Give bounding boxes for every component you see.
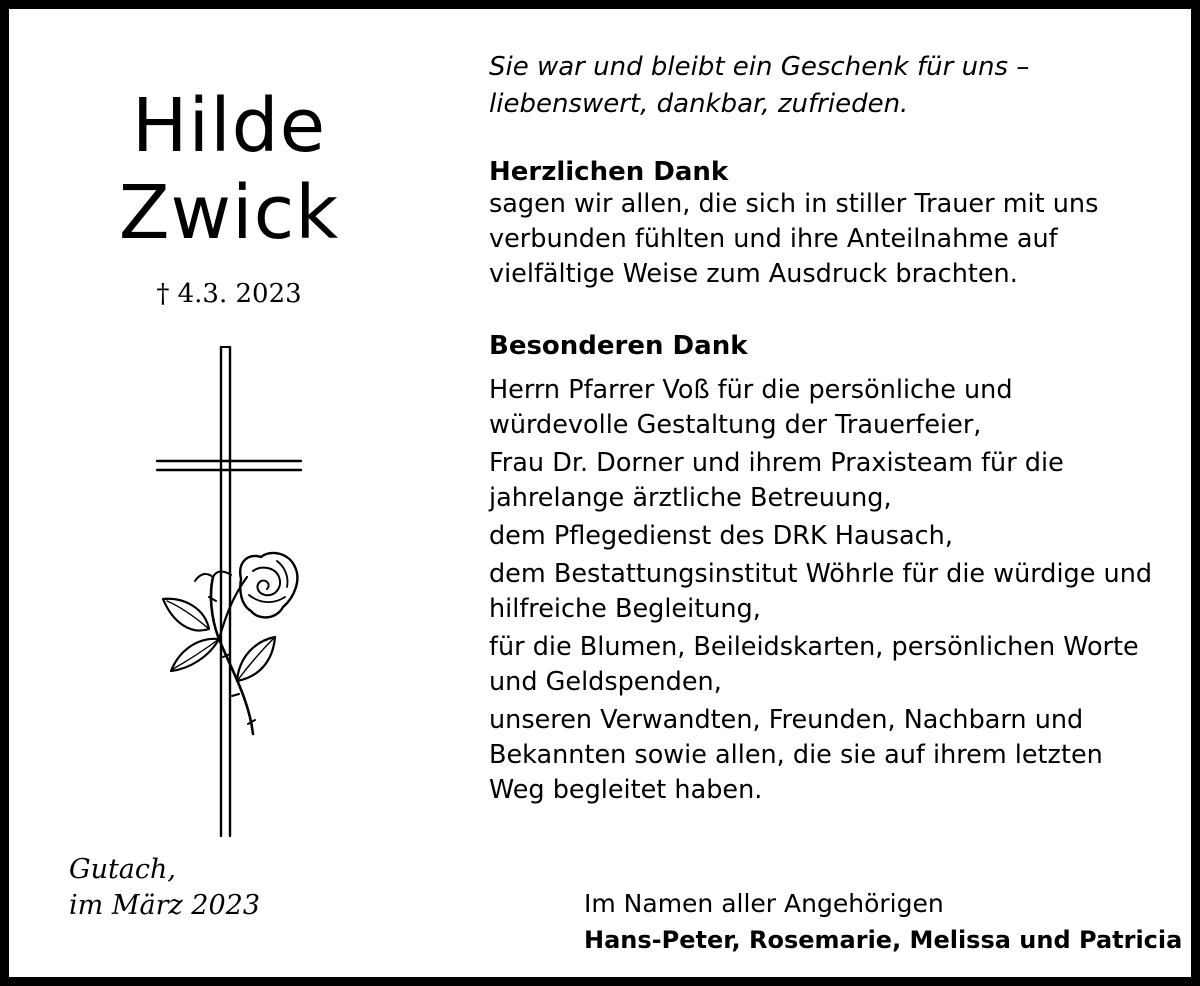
motto-line: liebenswert, dankbar, zufrieden.: [489, 89, 909, 119]
special-thanks-heading: Besonderen Dank: [489, 331, 748, 361]
text-line: würdevolle Gestaltung der Trauerfeier,: [489, 410, 982, 440]
special-thanks-section: [489, 331, 1179, 811]
text-line: Bekannten sowie allen, die sie auf ihrem letzten: [489, 740, 1103, 770]
text-line: jahrelange ärztliche Betreuung,: [489, 483, 892, 513]
motto-line: Sie war und bleibt ein Geschenk für uns –: [489, 52, 1030, 82]
death-date: † 4.3. 2023: [156, 279, 302, 309]
first-name: Hilde: [131, 83, 327, 169]
text-line: für die Blumen, Beileidskarten, persönlichen Worte: [489, 632, 1139, 662]
text-line: hilfreiche Begleitung,: [489, 594, 761, 624]
list-item: [489, 446, 1179, 516]
place-and-date: [69, 852, 260, 924]
list-item: [489, 373, 1179, 443]
text-line: sagen wir allen, die sich in stiller Trauer mit uns: [489, 189, 1099, 219]
general-thanks-section: [489, 157, 1179, 292]
general-thanks-heading: Herzlichen Dank: [489, 157, 729, 187]
list-item: [489, 703, 1179, 808]
date-line: im März 2023: [69, 890, 260, 921]
text-line: Weg begleitet haben.: [489, 775, 763, 805]
last-name: Zwick: [118, 170, 340, 256]
text-line: Herrn Pfarrer Voß für die persönliche und: [489, 375, 1013, 405]
cross-with-rose-icon: [149, 339, 309, 839]
text-line: vielfältige Weise zum Ausdruck brachten.: [489, 259, 1018, 289]
text-line: und Geldspenden,: [489, 667, 722, 697]
text-line: unseren Verwandten, Freunden, Nachbarn und: [489, 705, 1084, 735]
special-thanks-list: [489, 373, 1179, 808]
motto: [489, 49, 1179, 123]
text-line: verbunden fühlten und ihre Anteilnahme auf: [489, 224, 1058, 254]
signoff-intro: Im Namen aller Angehörigen: [584, 889, 944, 918]
list-item: [489, 630, 1179, 700]
list-item: [489, 557, 1179, 627]
place-line: Gutach,: [69, 854, 176, 885]
text-line: Frau Dr. Dorner und ihrem Praxisteam für die: [489, 448, 1064, 478]
signoff: [584, 885, 1182, 959]
list-item: [489, 519, 1179, 554]
general-thanks-text: [489, 187, 1179, 292]
text-line: dem Pflegedienst des DRK Hausach,: [489, 521, 953, 551]
family-names: Hans-Peter, Rosemarie, Melissa und Patricia: [584, 926, 1183, 954]
text-line: dem Bestattungsinstitut Wöhrle für die würdige und: [489, 559, 1153, 589]
